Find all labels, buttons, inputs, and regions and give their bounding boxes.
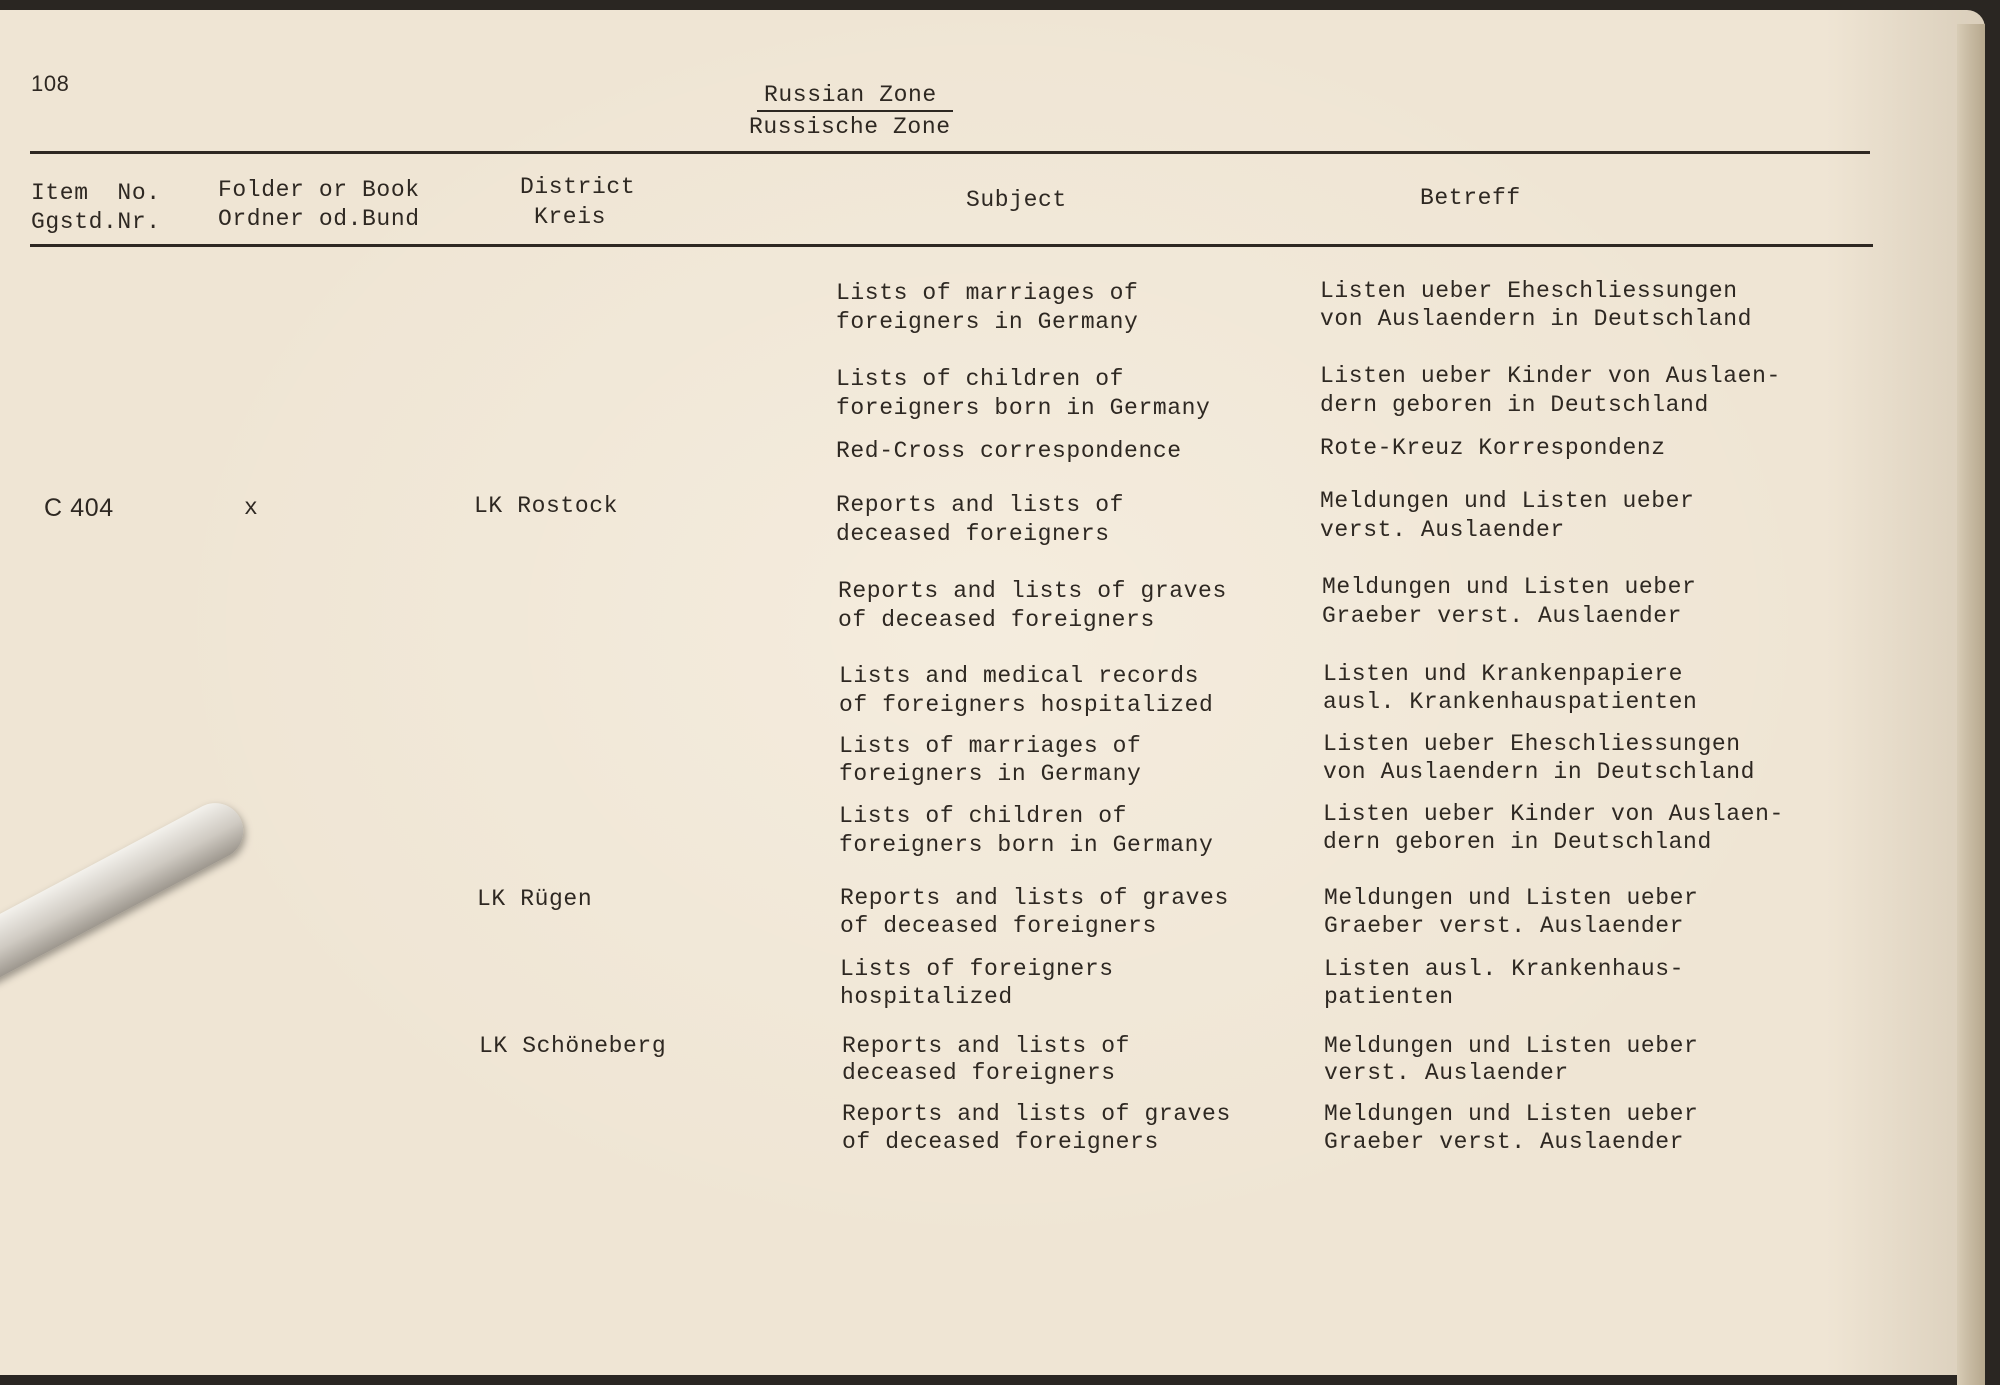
betreff-line: Listen ueber Kinder von Auslaen- [1323,801,1784,827]
subject-line: foreigners born in Germany [839,832,1214,858]
zone-title-underline [757,110,953,112]
betreff-line: Listen ueber Eheschliessungen [1320,278,1738,304]
subject-line: Reports and lists of graves [840,885,1229,911]
subject-line: Reports and lists of [836,492,1125,518]
header-item-no-de: Ggstd.Nr. [31,209,161,235]
header-folder-de: Ordner od.Bund [218,206,420,232]
subject-line: Reports and lists of graves [838,578,1227,604]
betreff-line: Rote-Kreuz Korrespondenz [1320,435,1666,461]
subject-line: Lists of marriages of [839,733,1142,759]
betreff-line: verst. Auslaender [1320,517,1565,543]
subject-line: Reports and lists of [842,1033,1131,1059]
betreff-line: Listen ueber Eheschliessungen [1323,731,1741,757]
betreff-line: patienten [1324,984,1454,1010]
zone-title-de: Russische Zone [749,114,951,140]
subject-line: hospitalized [840,984,1013,1010]
district-ruegen: LK Rügen [477,886,593,912]
betreff-line: von Auslaendern in Deutschland [1320,306,1753,332]
betreff-line: Listen ueber Kinder von Auslaen- [1320,363,1781,389]
header-subject: Subject [966,187,1067,213]
subject-line: of foreigners hospitalized [839,692,1214,718]
betreff-line: Graeber verst. Auslaender [1322,603,1683,629]
betreff-line: Graeber verst. Auslaender [1324,913,1685,939]
subject-line: of deceased foreigners [838,607,1155,633]
item-number: C 404 [44,494,114,522]
subject-line: Lists of children of [836,366,1125,392]
header-folder: Folder or Book [218,177,420,203]
tweezers-tool [0,793,253,993]
header-district-de: Kreis [534,204,607,230]
subject-line: deceased foreigners [836,521,1110,547]
subject-line: Reports and lists of graves [842,1101,1231,1127]
betreff-line: Meldungen und Listen ueber [1324,1033,1699,1059]
header-bottom-rule [30,244,1873,247]
header-district: District [520,174,636,200]
betreff-line: dern geboren in Deutschland [1323,829,1712,855]
betreff-line: dern geboren in Deutschland [1320,392,1709,418]
subject-line: of deceased foreigners [840,913,1157,939]
header-item-no: Item No. [31,180,161,206]
betreff-line: Meldungen und Listen ueber [1320,488,1695,514]
page-number: 108 [31,71,70,96]
document-page [0,10,1985,1375]
subject-line: of deceased foreigners [842,1129,1159,1155]
subject-line: foreigners born in Germany [836,395,1211,421]
header-betreff: Betreff [1420,185,1521,211]
subject-line: Lists of children of [839,803,1128,829]
subject-line: Lists and medical records [839,663,1200,689]
betreff-line: Graeber verst. Auslaender [1324,1129,1685,1155]
betreff-line: ausl. Krankenhauspatienten [1323,689,1698,715]
betreff-line: Meldungen und Listen ueber [1324,1101,1699,1127]
folder-mark: x [244,495,259,521]
subject-line: deceased foreigners [842,1060,1116,1086]
subject-line: Lists of foreigners [840,956,1114,982]
page-edge [1957,24,1985,1385]
betreff-line: Listen ausl. Krankenhaus- [1324,956,1685,982]
subject-line: foreigners in Germany [839,761,1142,787]
district-schoeneberg: LK Schöneberg [479,1033,667,1059]
subject-line: Red-Cross correspondence [836,438,1182,464]
betreff-line: Listen und Krankenpapiere [1323,661,1684,687]
district-rostock: LK Rostock [474,493,619,519]
betreff-line: verst. Auslaender [1324,1060,1569,1086]
subject-line: foreigners in Germany [836,309,1139,335]
subject-line: Lists of marriages of [836,280,1139,306]
header-top-rule [30,151,1870,154]
betreff-line: von Auslaendern in Deutschland [1323,759,1756,785]
betreff-line: Meldungen und Listen ueber [1322,574,1697,600]
zone-title-en: Russian Zone [764,82,937,108]
betreff-line: Meldungen und Listen ueber [1324,885,1699,911]
